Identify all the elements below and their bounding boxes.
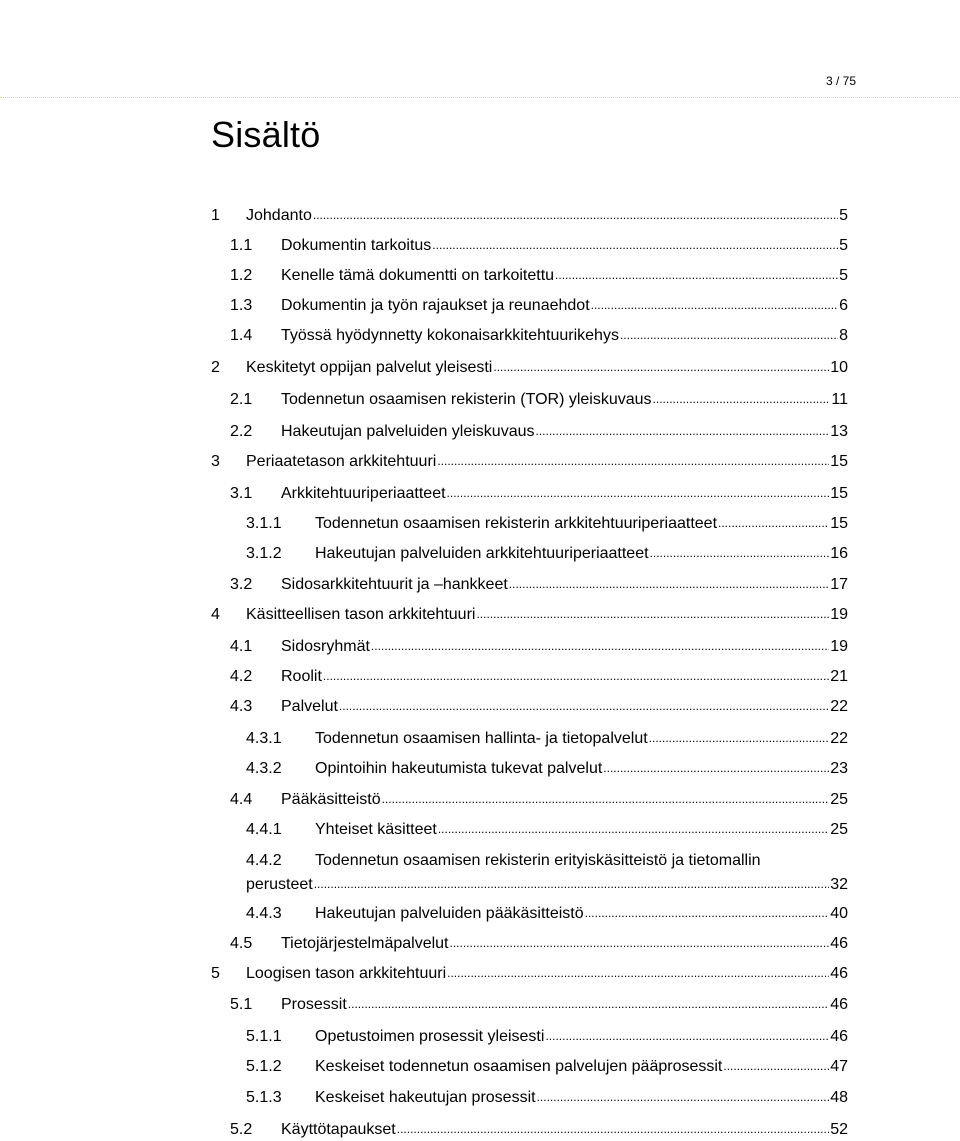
toc-entry-title: Kenelle tämä dokumentti on tarkoitettu	[281, 267, 555, 284]
toc-entry[interactable]	[246, 851, 761, 871]
toc-entry-title: Arkkitehtuuriperiaatteet	[281, 485, 446, 502]
toc-entry[interactable]	[230, 934, 848, 954]
toc-entry-number: 4.3.2	[246, 760, 282, 777]
toc-entry[interactable]	[211, 206, 848, 226]
toc-dot-leader	[723, 1056, 829, 1076]
toc-entry-page: 17	[830, 576, 848, 593]
toc-dot-leader	[536, 421, 830, 441]
toc-entry-number: 4.4	[230, 791, 253, 808]
toc-entry[interactable]	[230, 995, 848, 1015]
toc-entry[interactable]	[230, 575, 848, 595]
toc-entry[interactable]	[246, 1088, 848, 1108]
toc-dot-leader	[545, 1026, 829, 1046]
toc-entry-title-continuation: perusteet	[246, 876, 313, 893]
toc-entry-page: 16	[830, 545, 848, 562]
toc-dot-leader	[493, 357, 829, 377]
toc-dot-leader	[314, 874, 829, 894]
header-divider	[0, 0, 960, 98]
toc-entry-page: 21	[830, 668, 848, 685]
toc-entry-title: Keskitetyt oppijan palvelut yleisesti	[246, 359, 493, 376]
toc-entry-number: 5.1.2	[246, 1058, 282, 1075]
toc-entry-number: 5.1	[230, 996, 253, 1013]
toc-entry-page: 46	[830, 1028, 848, 1045]
toc-entry-number: 2.1	[230, 391, 253, 408]
toc-entry-title: Roolit	[281, 668, 322, 685]
toc-dot-leader	[432, 235, 838, 255]
toc-entry[interactable]	[246, 820, 848, 840]
toc-dot-leader	[476, 604, 829, 624]
toc-dot-leader	[382, 789, 830, 809]
toc-entry[interactable]	[211, 605, 848, 625]
toc-entry-number: 1.1	[230, 237, 253, 254]
toc-entry-page: 11	[831, 391, 848, 408]
toc-dot-leader	[650, 543, 830, 563]
toc-entry-title: Käsitteellisen tason arkkitehtuuri	[246, 606, 476, 623]
toc-dot-leader	[509, 574, 829, 594]
toc-entry-page: 19	[830, 638, 848, 655]
toc-entry-title: Todennetun osaamisen rekisterin arkkitehtuuriperiaatteet	[315, 515, 718, 532]
toc-entry-title: Pääkäsitteistö	[281, 791, 381, 808]
toc-entry-number: 1.2	[230, 267, 253, 284]
page-number: 3 / 75	[825, 74, 856, 88]
toc-entry-number: 5.1.3	[246, 1089, 282, 1106]
toc-entry[interactable]	[230, 236, 848, 256]
toc-entry[interactable]	[246, 729, 848, 749]
toc-dot-leader	[718, 513, 829, 533]
toc-entry-title: Prosessit	[281, 996, 347, 1013]
toc-dot-leader	[438, 819, 829, 839]
toc-entry-number: 4.1	[230, 638, 253, 655]
toc-entry-number: 1.3	[230, 297, 253, 314]
toc-entry[interactable]	[230, 390, 848, 410]
toc-dot-leader	[313, 205, 838, 225]
toc-entry[interactable]	[211, 964, 848, 984]
toc-entry-number: 4.4.1	[246, 821, 282, 838]
toc-entry-title: Keskeiset hakeutujan prosessit	[315, 1089, 536, 1106]
toc-entry-page: 13	[830, 423, 848, 440]
toc-dot-leader	[323, 666, 829, 686]
toc-entry-continuation[interactable]	[246, 875, 848, 895]
toc-dot-leader	[449, 933, 829, 953]
page-title: Sisältö	[211, 114, 321, 155]
toc-entry-number: 4.2	[230, 668, 253, 685]
toc-entry-page: 19	[830, 606, 848, 623]
toc-entry[interactable]	[230, 326, 848, 346]
toc-entry-title: Tietojärjestelmäpalvelut	[281, 935, 449, 952]
toc-entry[interactable]	[230, 296, 848, 316]
toc-entry-number: 4.4.2	[246, 852, 282, 869]
toc-entry-page: 25	[830, 821, 848, 838]
toc-entry-page: 15	[830, 485, 848, 502]
toc-dot-leader	[437, 451, 829, 471]
toc-entry-page: 15	[830, 515, 848, 532]
toc-entry-page: 25	[830, 791, 848, 808]
toc-dot-leader	[371, 636, 829, 656]
toc-entry-title: Palvelut	[281, 698, 338, 715]
toc-entry-page: 5	[839, 237, 848, 254]
toc-entry[interactable]	[246, 544, 848, 564]
toc-entry-number: 5.2	[230, 1121, 253, 1138]
toc-dot-leader	[447, 963, 829, 983]
toc-entry-title: Johdanto	[246, 207, 312, 224]
toc-entry[interactable]	[230, 667, 848, 687]
toc-entry-number: 3.1.2	[246, 545, 282, 562]
toc-entry-number: 3	[211, 453, 220, 470]
toc-entry-page: 47	[830, 1058, 848, 1075]
toc-entry[interactable]	[230, 1120, 848, 1140]
toc-entry-page: 10	[830, 359, 848, 376]
toc-entry-number: 5	[211, 965, 220, 982]
toc-entry[interactable]	[246, 1057, 848, 1077]
toc-entry-number: 3.2	[230, 576, 253, 593]
toc-entry[interactable]	[230, 266, 848, 286]
toc-entry-title: Käyttötapaukset	[281, 1121, 396, 1138]
toc-entry-number: 1.4	[230, 327, 253, 344]
toc-entry-page: 5	[839, 267, 848, 284]
toc-entry-number: 4.4.3	[246, 905, 282, 922]
toc-entry-page: 5	[839, 207, 848, 224]
toc-entry-page: 46	[830, 935, 848, 952]
toc-entry-title: Dokumentin ja työn rajaukset ja reunaehdot	[281, 297, 590, 314]
toc-entry[interactable]	[211, 358, 848, 378]
toc-entry-title: Keskeiset todennetun osaamisen palvelujen pääprosessit	[315, 1058, 723, 1075]
toc-entry-page: 52	[830, 1121, 848, 1138]
toc-entry-title: Todennetun osaamisen rekisterin (TOR) yleiskuvaus	[281, 391, 652, 408]
toc-entry-title: Työssä hyödynnetty kokonaisarkkitehtuurikehys	[281, 327, 619, 344]
toc-entry-page: 8	[839, 327, 848, 344]
toc-dot-leader	[348, 994, 829, 1014]
toc-entry-number: 4.3.1	[246, 730, 282, 747]
toc-entry-title: Loogisen tason arkkitehtuuri	[246, 965, 447, 982]
toc-entry[interactable]	[246, 514, 848, 534]
toc-entry[interactable]	[246, 759, 848, 779]
toc-entry-title: Dokumentin tarkoitus	[281, 237, 432, 254]
toc-entry-page: 15	[830, 453, 848, 470]
toc-entry-number: 4.3	[230, 698, 253, 715]
toc-entry[interactable]	[230, 697, 848, 717]
toc-dot-leader	[397, 1119, 829, 1139]
toc-dot-leader	[620, 325, 838, 345]
toc-entry-title: Hakeutujan palveluiden arkkitehtuuriperiaatteet	[315, 545, 649, 562]
toc-dot-leader	[537, 1087, 830, 1107]
toc-entry[interactable]	[230, 637, 848, 657]
toc-entry[interactable]	[230, 484, 848, 504]
toc-entry-number: 4.5	[230, 935, 253, 952]
toc-entry-number: 4	[211, 606, 220, 623]
toc-entry-title: Periaatetason arkkitehtuuri	[246, 453, 437, 470]
toc-entry-page: 23	[830, 760, 848, 777]
toc-entry[interactable]	[211, 452, 848, 472]
toc-entry-number: 2	[211, 359, 220, 376]
toc-dot-leader	[585, 903, 830, 923]
toc-dot-leader	[653, 389, 831, 409]
toc-entry-title: Sidosarkkitehtuurit ja –hankkeet	[281, 576, 508, 593]
toc-entry-title: Yhteiset käsitteet	[315, 821, 437, 838]
toc-entry-page: 46	[830, 996, 848, 1013]
toc-entry-page: 22	[830, 730, 848, 747]
toc-entry-title: Todennetun osaamisen rekisterin erityiskäsitteistö ja tietomallin	[315, 852, 761, 869]
toc-dot-leader	[649, 728, 830, 748]
toc-entry[interactable]	[230, 422, 848, 442]
toc-entry-number: 2.2	[230, 423, 253, 440]
toc-entry-title: Opetustoimen prosessit yleisesti	[315, 1028, 545, 1045]
toc-entry-title: Sidosryhmät	[281, 638, 370, 655]
toc-entry-title: Hakeutujan palveluiden pääkäsitteistö	[315, 905, 584, 922]
toc-dot-leader	[555, 265, 838, 285]
toc-dot-leader	[603, 758, 829, 778]
toc-dot-leader	[591, 295, 838, 315]
toc-entry-page: 22	[830, 698, 848, 715]
toc-entry-page: 40	[830, 905, 848, 922]
toc-entry-number: 1	[211, 207, 220, 224]
toc-entry-page: 48	[830, 1089, 848, 1106]
toc-entry-title: Todennetun osaamisen hallinta- ja tietopalvelut	[315, 730, 648, 747]
toc-entry-page: 32	[830, 876, 848, 893]
toc-entry-title: Opintoihin hakeutumista tukevat palvelut	[315, 760, 603, 777]
toc-dot-leader	[339, 696, 829, 716]
toc-entry-number: 3.1	[230, 485, 253, 502]
toc-entry[interactable]	[230, 790, 848, 810]
toc-dot-leader	[447, 483, 830, 503]
toc-entry-page: 46	[830, 965, 848, 982]
toc-entry-number: 5.1.1	[246, 1028, 282, 1045]
toc-entry-title: Hakeutujan palveluiden yleiskuvaus	[281, 423, 535, 440]
toc-entry[interactable]	[246, 904, 848, 924]
toc-entry-number: 3.1.1	[246, 515, 282, 532]
toc-entry-page: 6	[839, 297, 848, 314]
toc-entry[interactable]	[246, 1027, 848, 1047]
